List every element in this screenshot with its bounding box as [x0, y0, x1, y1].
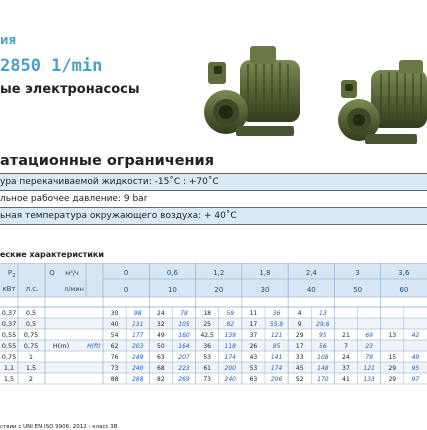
- kw-header: кВт: [2, 285, 16, 293]
- head-ft-value: 97: [411, 376, 420, 383]
- motor-speed: 2850 1/min: [0, 56, 103, 76]
- head-m-value: 17: [295, 343, 304, 350]
- head-m-value: 29: [388, 365, 397, 372]
- flow-lmin-value: 10: [167, 286, 177, 294]
- head-ft-value: 95: [319, 332, 327, 339]
- head-m-value: 4: [297, 310, 302, 317]
- head-m-value: 18: [203, 310, 211, 317]
- head-ft-value: 164: [178, 343, 190, 350]
- head-ft-value: 13: [319, 310, 327, 317]
- head-m-value: 45: [295, 365, 304, 372]
- flow-m3h-value: 1,2: [213, 269, 225, 277]
- power-kw: 1,1: [3, 364, 15, 372]
- head-ft-value: 288: [131, 376, 144, 383]
- head-m-value: 50: [157, 343, 165, 350]
- head-m-value: 62: [110, 343, 119, 350]
- head-m-value: 61: [203, 365, 211, 372]
- head-ft-value: 177: [131, 332, 144, 339]
- flow-lmin-value: 40: [306, 286, 316, 294]
- pump-image-small: [335, 58, 427, 158]
- head-m-value: 29: [295, 332, 304, 339]
- power-hp: 1,5: [25, 364, 37, 372]
- head-ft-value: 203: [131, 343, 144, 350]
- head-m-value: 49: [157, 332, 165, 339]
- head-m-value: 26: [249, 343, 258, 350]
- head-ft-value: 49: [411, 354, 420, 361]
- head-ft-value: 160: [178, 332, 190, 339]
- head-m-value: 42,5: [200, 332, 214, 339]
- pump-image-large: [200, 40, 310, 150]
- limits-table: [0, 173, 427, 225]
- power-kw: 0,75: [1, 353, 17, 361]
- head-m-value: 54: [110, 332, 119, 339]
- head-ft-value: 207: [178, 354, 190, 361]
- head-m-value: 63: [249, 376, 258, 383]
- power-hp: 0,5: [25, 309, 37, 317]
- flow-lmin-value: 30: [260, 286, 270, 294]
- power-kw: 0,55: [1, 331, 17, 339]
- head-ft-value: 139: [224, 332, 237, 339]
- head-m-value: 82: [157, 376, 165, 383]
- head-ft-value: 36: [272, 310, 281, 317]
- head-ft-value: 85: [272, 343, 281, 350]
- performance-title: еские характеристики: [0, 250, 104, 259]
- flow-m3h-value: 3,6: [398, 269, 410, 277]
- head-ft-value: 82: [226, 321, 235, 328]
- hp-header: л.с.: [25, 285, 39, 293]
- head-ft-value: 174: [224, 354, 237, 361]
- table-row: [0, 351, 427, 362]
- limits-title: атационные ограничения: [0, 153, 215, 169]
- flow-m3h-value: 2,4: [305, 269, 317, 277]
- head-ft-value: 141: [270, 354, 283, 361]
- head-ft-value: 56: [319, 343, 327, 350]
- head-m-value: 24: [342, 354, 350, 361]
- head-ft-value: 121: [270, 332, 283, 339]
- head-m-value: 11: [249, 310, 258, 317]
- limit-ambient: ьная температура окружающего воздуха: + 40˚C: [0, 208, 427, 225]
- head-m-value: 53: [203, 354, 211, 361]
- table-row: [0, 318, 427, 329]
- head-m-value: 32: [157, 321, 165, 328]
- head-ft-value: 69: [365, 332, 373, 339]
- head-ft-value: 269: [178, 376, 190, 383]
- performance-table: [0, 263, 427, 423]
- head-ft-value: 249: [131, 354, 144, 361]
- head-m-value: 73: [203, 376, 211, 383]
- head-m-value: 43: [249, 354, 258, 361]
- head-m-value: 29: [388, 376, 397, 383]
- power-kw: 0,37: [1, 320, 17, 328]
- head-m-value: 63: [157, 354, 165, 361]
- head-ft-value: 42: [411, 332, 420, 339]
- head-m-value: 30: [110, 310, 119, 317]
- power-hp: 0,75: [23, 342, 39, 350]
- head-ft-value: 206: [270, 376, 283, 383]
- flow-m3h-value: 1,8: [259, 269, 271, 277]
- head-ft-value: 121: [363, 365, 375, 372]
- head-m-value: 13: [388, 332, 397, 339]
- flow-lmin-value: 60: [399, 286, 409, 294]
- flow-m3h-value: 0: [123, 269, 129, 277]
- head-m-value: 9: [297, 321, 302, 328]
- head-ft-value: 78: [180, 310, 188, 317]
- power-kw: 0,55: [1, 342, 17, 350]
- head-m-value: 68: [157, 365, 165, 372]
- head-m-value: 25: [203, 321, 211, 328]
- unit-m3h: м³/ч: [65, 269, 79, 277]
- limit-temperature: ура перекачиваемой жидкости: -15˚C : +70˚C: [0, 173, 427, 191]
- head-ft-value: 200: [224, 365, 237, 372]
- series-label: ИЯ: [0, 36, 17, 47]
- head-m-value: 37: [342, 365, 350, 372]
- p-subscript: 2: [12, 273, 16, 279]
- footer-note: ствии с UNI EN ISO 9906: 2012 - класс 3B: [0, 424, 118, 430]
- head-m-value: 53: [249, 365, 258, 372]
- head-m-value: 40: [110, 321, 119, 328]
- head-ft-value: 174: [270, 365, 283, 372]
- product-subtitle: ые электронасосы: [0, 82, 140, 97]
- head-m-value: 76: [110, 354, 119, 361]
- head-ft-value: 98: [133, 310, 142, 317]
- head-ft-value: 105: [178, 321, 190, 328]
- head-m-value: 52: [295, 376, 304, 383]
- head-ft-value: 223: [178, 365, 190, 372]
- head-ft-value: 131: [131, 321, 144, 328]
- head-ft-value: 108: [317, 354, 329, 361]
- flow-m3h-value: 0,6: [166, 269, 178, 277]
- head-m-value: 17: [249, 321, 258, 328]
- power-hp: 2: [28, 375, 34, 383]
- head-ft-value: 240: [131, 365, 144, 372]
- head-m-value: 73: [110, 365, 119, 372]
- head-ft-value: 29,6: [316, 321, 330, 328]
- head-ft-value: 148: [317, 365, 329, 372]
- head-ft-label: H(ft): [87, 343, 101, 350]
- power-hp: 0,5: [25, 320, 37, 328]
- head-ft-value: 240: [224, 376, 237, 383]
- unit-lmin: л/мин: [64, 285, 84, 293]
- power-kw: 1,5: [3, 375, 15, 383]
- head-m-label: H(m): [52, 342, 70, 350]
- head-ft-value: 79: [365, 354, 373, 361]
- head-ft-value: 59: [226, 310, 235, 317]
- q-label: Q: [49, 269, 55, 277]
- flow-m3h-value: 3: [355, 269, 360, 277]
- flow-lmin-value: 0: [123, 286, 129, 294]
- head-m-value: 88: [110, 376, 119, 383]
- head-ft-value: 55,8: [269, 321, 284, 328]
- head-m-value: 24: [157, 310, 165, 317]
- head-m-value: 15: [388, 354, 397, 361]
- head-m-value: 37: [249, 332, 258, 339]
- head-m-value: 21: [342, 332, 350, 339]
- head-m-value: 33: [295, 354, 304, 361]
- power-kw: 0,37: [1, 309, 17, 317]
- power-hp: 1: [28, 353, 34, 361]
- head-ft-value: 95: [411, 365, 420, 372]
- head-ft-value: 118: [224, 343, 237, 350]
- head-ft-value: 133: [363, 376, 375, 383]
- head-m-value: 36: [203, 343, 211, 350]
- header-gap: [0, 297, 427, 307]
- head-ft-value: 23: [365, 343, 373, 350]
- limit-pressure: льное рабочее давление: 9 bar: [0, 191, 427, 208]
- p-label: P: [7, 269, 13, 277]
- head-m-value: 7: [344, 343, 348, 350]
- head-ft-value: 170: [317, 376, 329, 383]
- head-m-value: 41: [342, 376, 350, 383]
- power-hp: 0,75: [23, 331, 39, 339]
- flow-lmin-value: 50: [353, 286, 363, 294]
- flow-lmin-value: 20: [214, 286, 224, 294]
- table-row: [0, 307, 427, 318]
